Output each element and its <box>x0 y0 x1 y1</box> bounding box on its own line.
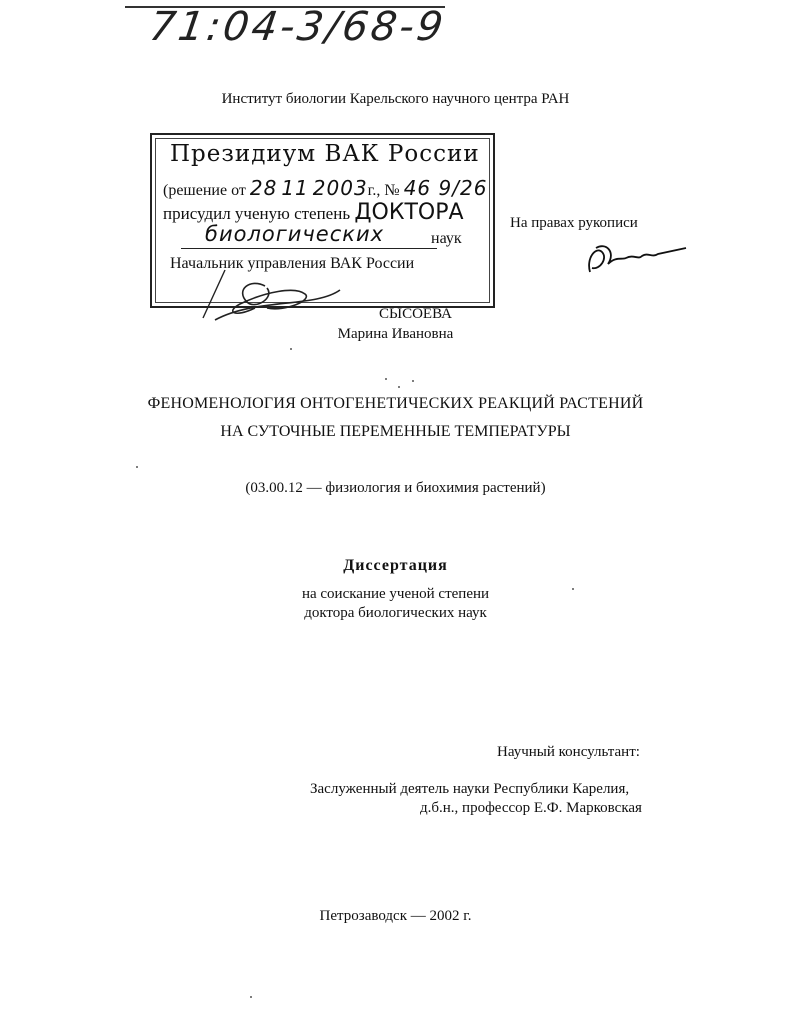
decision-year: 2003 <box>312 176 368 200</box>
scan-speck <box>572 588 574 590</box>
consultant-label: Научный консультант: <box>497 744 640 760</box>
author-given-names: Марина Ивановна <box>337 326 454 342</box>
author-surname: СЫСОЕВА <box>379 306 452 322</box>
consultant-name: д.б.н., профессор Е.Ф. Марковская <box>420 800 642 816</box>
purpose-line-1: на соискание ученой степени <box>301 586 490 602</box>
decision-month: 11 <box>281 176 309 200</box>
institute-name: Институт биологии Карельского научного центра РАН <box>221 91 570 107</box>
scan-speck <box>250 996 252 998</box>
science-suffix: наук <box>431 230 462 247</box>
title-line-1: ФЕНОМЕНОЛОГИЯ ОНТОГЕНЕТИЧЕСКИХ РЕАКЦИЙ РАСТЕНИЙ <box>147 395 644 412</box>
specialty-code: (03.00.12 — физиология и биохимия растений) <box>245 480 546 496</box>
scan-speck <box>385 378 387 380</box>
scan-speck <box>398 386 400 388</box>
year-suffix: г., № <box>367 182 400 199</box>
reference-number: 71:04-3/68-9 <box>146 4 449 50</box>
document-type: Диссертация <box>343 557 448 574</box>
title-line-2: НА СУТОЧНЫЕ ПЕРЕМЕННЫЕ ТЕМПЕРАТУРЫ <box>220 423 571 440</box>
science-handwritten: биологических <box>205 222 385 246</box>
scan-speck <box>290 348 292 350</box>
science-fill-line <box>181 248 437 249</box>
scan-speck <box>412 380 414 382</box>
consultant-title: Заслуженный деятель науки Республики Карелия, <box>310 781 630 797</box>
awarded-prefix: присудил ученую степень <box>163 204 351 223</box>
author-signature-icon <box>582 238 692 278</box>
stamp-head-label: Начальник управления ВАК России <box>170 255 415 272</box>
purpose-line-2: доктора биологических наук <box>304 605 487 621</box>
stamp-decision-row <box>163 176 487 200</box>
city-year: Петрозаводск — 2002 г. <box>319 908 472 924</box>
scan-speck <box>136 466 138 468</box>
decision-prefix: (решение от <box>163 182 246 199</box>
rights-notice: На правах рукописи <box>510 215 638 231</box>
stamp-title: Президиум ВАК России <box>170 141 480 167</box>
degree-label: ДОКТОРА <box>354 200 464 225</box>
decision-day: 28 <box>249 176 278 200</box>
decision-number: 46 9/26 <box>403 176 488 200</box>
